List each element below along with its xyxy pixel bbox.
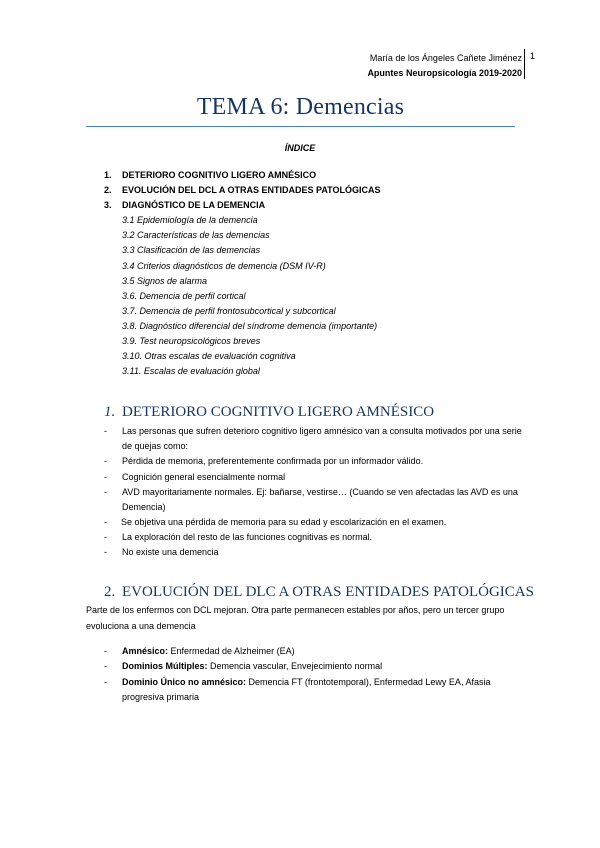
bullet-dash: - <box>104 677 107 687</box>
list-item <box>104 470 524 485</box>
toc-subitem[interactable]: 3.1 Epidemiología de la demencia <box>122 215 258 225</box>
page-number: 1 <box>530 51 536 61</box>
list-item-text: Pérdida de memoria, preferentemente confirmada por un informador válido. <box>122 456 424 466</box>
bullet-dash: - <box>104 456 107 466</box>
list-item-term: Dominio Único no amnésico: <box>122 677 247 687</box>
list-item-text: La exploración del resto de las funciones cognitivas es normal. <box>122 532 373 542</box>
toc-subitem[interactable]: 3.7. Demencia de perfil frontosubcortical y subcortical <box>122 306 336 316</box>
section-heading-1 <box>104 404 434 421</box>
list-item-text: Las personas que sufren deterioro cognitivo ligero amnésico van a consulta motivados por una serie de quejas como: <box>122 426 522 452</box>
bullet-dash: - <box>104 487 107 497</box>
list-item <box>104 545 524 560</box>
header-author: María de los Ángeles Cañete Jiménez <box>369 53 522 63</box>
section-title: EVOLUCIÓN DEL DLC A OTRAS ENTIDADES PATOLÓGICAS <box>122 584 534 600</box>
list-item <box>104 485 524 515</box>
list-item-text: Demencia vascular, Envejecimiento normal <box>207 661 383 671</box>
bullet-dash: - <box>104 532 107 542</box>
list-item <box>104 530 524 545</box>
toc-subitem[interactable]: 3.9. Test neuropsicológicos breves <box>122 336 261 346</box>
header-course: Apuntes Neuropsicología 2019-2020 <box>367 68 522 78</box>
list-item-term: Amnésico: <box>122 646 169 656</box>
toc-item[interactable] <box>104 185 381 195</box>
toc-item[interactable] <box>104 200 265 210</box>
list-item-text: Cognición general esencialmente normal <box>122 472 286 482</box>
running-header <box>367 51 522 81</box>
list-item <box>104 659 524 674</box>
list-item-text: Enfermedad de Alzheimer (EA) <box>168 646 295 656</box>
title-underline <box>86 126 515 127</box>
bullet-dash: - <box>104 547 107 557</box>
toc-subitem[interactable]: 3.3 Clasificación de las demencias <box>122 245 261 255</box>
toc-subitem[interactable]: 3.5 Signos de alarma <box>122 276 208 286</box>
bullet-dash: - <box>104 661 107 671</box>
toc-item-label: EVOLUCIÓN DEL DCL A OTRAS ENTIDADES PATOLÓGICAS <box>122 185 381 195</box>
list-item-text: Demencia FT (frontotemporal), Enfermedad Lewy EA, Afasia progresiva primaria <box>122 677 491 703</box>
toc-item-number: 1. <box>104 170 112 180</box>
toc-item-label: DIAGNÓSTICO DE LA DEMENCIA <box>122 200 266 210</box>
toc-subitem[interactable]: 3.11. Escalas de evaluación global <box>122 366 260 376</box>
section-title: DETERIORO COGNITIVO LIGERO AMNÉSICO <box>122 404 435 420</box>
toc-item-number: 2. <box>104 185 112 195</box>
index-heading: ÍNDICE <box>284 143 316 153</box>
list-item <box>104 675 524 705</box>
list-item-text: Se objetiva una pérdida de memoria para su edad y escolarización en el examen. <box>121 517 447 527</box>
toc-subitem[interactable]: 3.8. Diagnóstico diferencial del síndrome demencia (importante) <box>122 321 378 331</box>
list-item-text: No existe una demencia <box>122 547 219 557</box>
header-divider <box>524 49 525 79</box>
list-item <box>104 424 524 454</box>
bullet-dash: - <box>104 426 107 436</box>
toc-subitem[interactable]: 3.10. Otras escalas de evaluación cognitiva <box>122 351 296 361</box>
list-item-term: Dominios Múltiples: <box>122 661 208 671</box>
toc-subitem[interactable]: 3.6. Demencia de perfil cortical <box>122 291 246 301</box>
bullet-dash: - <box>104 646 107 656</box>
list-item <box>104 644 524 659</box>
list-item <box>104 515 524 530</box>
document-title: TEMA 6: Demencias <box>196 94 405 120</box>
list-item <box>104 454 524 469</box>
list-item-text: AVD mayoritariamente normales. Ej: bañarse, vestirse… (Cuando se ven afectadas las AVD es una Demencia) <box>122 487 518 513</box>
bullet-dash: - <box>104 472 107 482</box>
toc-item-number: 3. <box>104 200 112 210</box>
section-heading-2 <box>104 584 534 601</box>
toc-subitem[interactable]: 3.4 Criterios diagnósticos de demencia (DSM IV-R) <box>122 261 326 271</box>
toc-subitem[interactable]: 3.2 Características de las demencias <box>122 230 270 240</box>
bullet-dash: - <box>104 517 107 527</box>
section-number: 2. <box>104 584 116 600</box>
toc-item[interactable] <box>104 170 316 180</box>
section-number: 1. <box>104 404 116 420</box>
section-2-paragraph: Parte de los enfermos con DCL mejoran. Otra parte permanecen estables por años, pero un tercer grupo evoluciona a una demencia <box>86 605 505 631</box>
toc-item-label: DETERIORO COGNITIVO LIGERO AMNÉSICO <box>122 170 317 180</box>
